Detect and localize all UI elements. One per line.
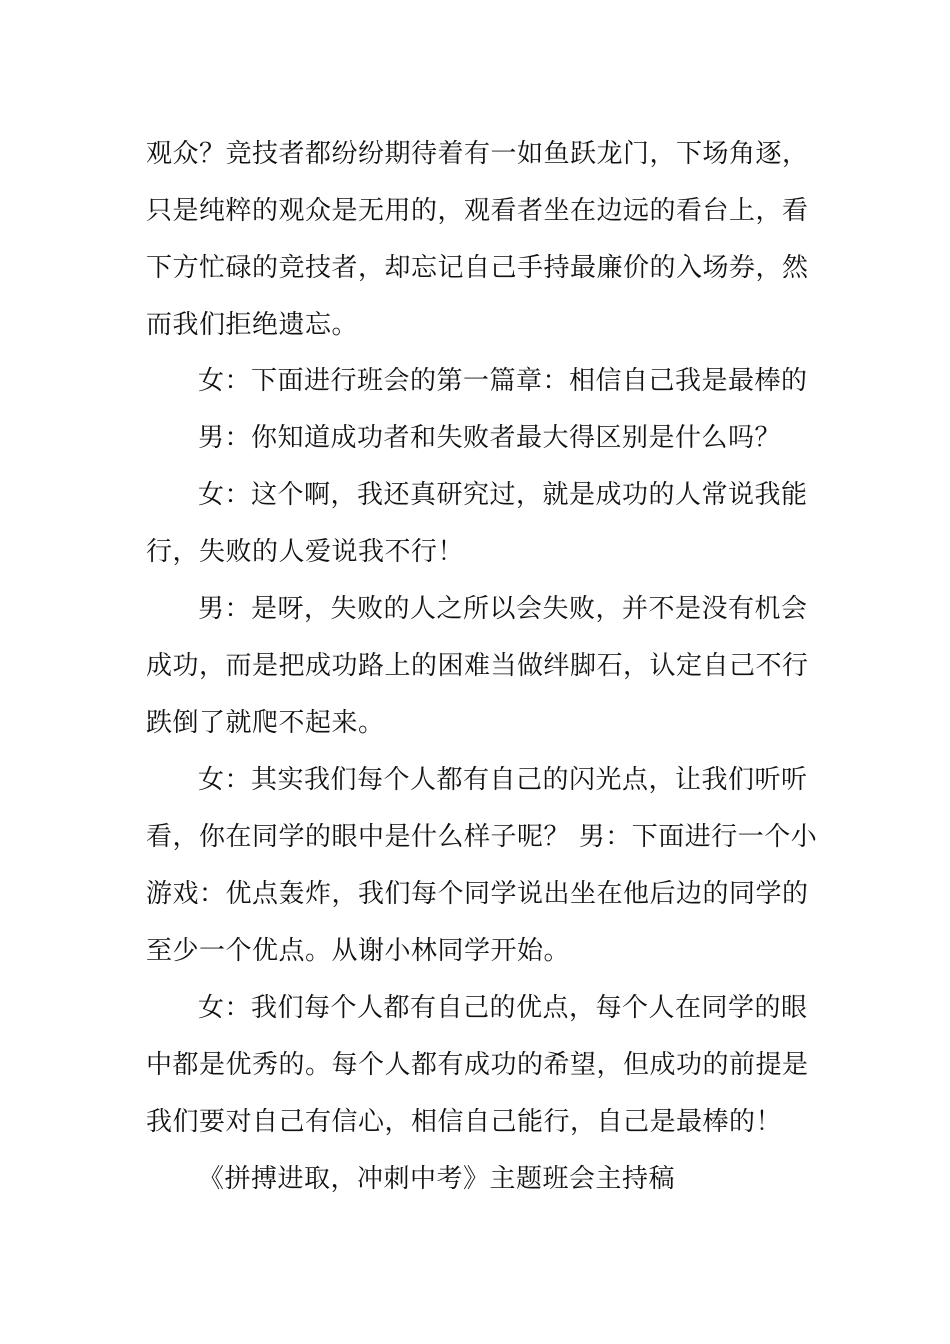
text-line: 中都是优秀的。每个人都有成功的希望，但成功的前提是 bbox=[146, 1050, 809, 1080]
dialogue-line: 女：我们每个人都有自己的优点，每个人在同学的眼 bbox=[198, 993, 808, 1023]
text-line: 只是纯粹的观众是无用的，观看者坐在边远的看台上，看 bbox=[146, 196, 809, 226]
text-line: 跌倒了就爬不起来。 bbox=[146, 708, 385, 738]
text-line: 行，失败的人爱说我不行！ bbox=[146, 537, 465, 567]
dialogue-line: 男：是呀，失败的人之所以会失败，并不是没有机会 bbox=[198, 594, 808, 624]
text-line: 下方忙碌的竞技者，却忘记自己手持最廉价的入场券，然 bbox=[146, 253, 809, 283]
text-line: 游戏：优点轰炸，我们每个同学说出坐在他后边的同学的 bbox=[146, 879, 809, 909]
dialogue-line: 女：其实我们每个人都有自己的闪光点，让我们听听 bbox=[198, 765, 808, 795]
dialogue-line: 女：下面进行班会的第一篇章：相信自己我是最棒的 bbox=[198, 366, 808, 396]
dialogue-line: 男：你知道成功者和失败者最大得区别是什么吗？ bbox=[198, 423, 782, 453]
text-line: 而我们拒绝遗忘。 bbox=[146, 310, 359, 340]
text-line: 观众？竞技者都纷纷期待着有一如鱼跃龙门，下场角逐， bbox=[146, 139, 809, 169]
text-line: 看，你在同学的眼中是什么样子呢？ 男：下面进行一个小 bbox=[146, 822, 818, 852]
text-line: 我们要对自己有信心，相信自己能行，自己是最棒的！ bbox=[146, 1107, 783, 1137]
dialogue-line: 女：这个啊，我还真研究过，就是成功的人常说我能 bbox=[198, 480, 808, 510]
document-title-line: 《拼搏进取，冲刺中考》主题班会主持稿 bbox=[198, 1164, 676, 1194]
text-line: 至少一个优点。从谢小林同学开始。 bbox=[146, 936, 571, 966]
text-line: 成功，而是把成功路上的困难当做绊脚石，认定自己不行 bbox=[146, 651, 809, 681]
